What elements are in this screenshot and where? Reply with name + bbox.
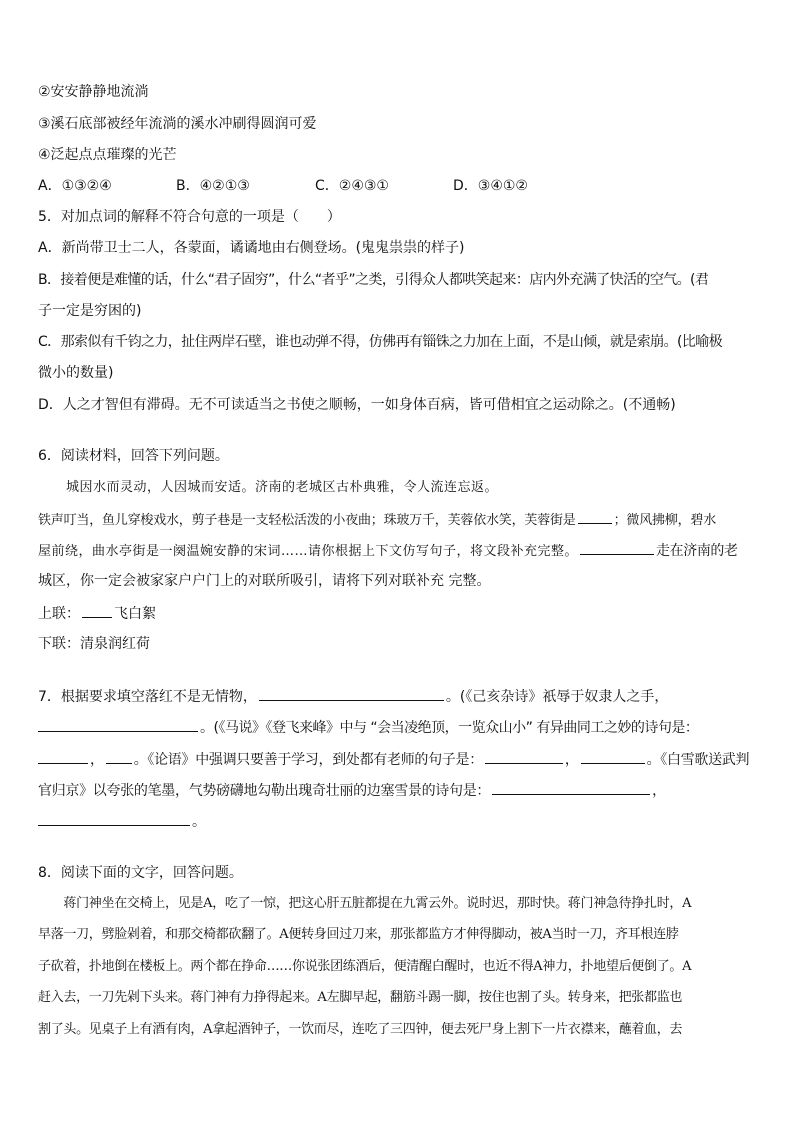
q4-item-3: ③溪石底部被经年流淌的溪水冲刷得圆润可爱	[38, 116, 317, 132]
q7-line1	[38, 686, 668, 707]
q7-line3-text: 。《论语》中强调只要善于学习，到处都有老师的句子是：	[133, 752, 483, 768]
q5-option-c-line2: 微小的数量)	[38, 365, 114, 381]
q7-line3-tail: 。《白雪歌送武判	[646, 752, 750, 768]
q7-blank-8[interactable]	[38, 811, 190, 826]
q6-passage-line2-text: 铁声叮当，鱼儿穿梭戏水，剪子巷是一支轻松活泼的小夜曲；珠玻万千，芙蓉依水笑，芙蓉街是	[38, 513, 576, 528]
q7-line1-text: 7．根据要求填空落红不是无情物，	[38, 689, 257, 705]
q7-line1-tail: 。(《己亥杂诗》祇辱于奴隶人之手，	[445, 689, 669, 705]
q6-passage-line3-text: 屋前绕，曲水亭街是一阕温婉安静的宋词……请你根据上下文仿写句子，将文段补充完整。	[38, 544, 579, 559]
q6-passage-line1: 城因水而灵动，人因城而安适。济南的老城区古朴典雅，令人流连忘返。	[66, 480, 499, 495]
q7-blank-4[interactable]	[106, 749, 132, 764]
q7-line2	[38, 717, 698, 738]
q5-option-a: A．新尚带卫士二人，各蒙面，谲谲地由右侧登场。(鬼鬼祟祟的样子)	[38, 240, 465, 256]
q7-line4-text: 官归京》以夸张的笔墨，气势磅礴地勾勒出瑰奇壮丽的边塞雪景的诗句是：	[38, 783, 491, 799]
q7-blank-1[interactable]	[259, 686, 444, 701]
q5-option-b-line2: 子一定是穷困的)	[38, 303, 142, 319]
q8-passage-line: 早落一刀，劈脸剁着，和那交椅都砍翻了。A便转身回过刀来，那张都监方才伸得脚动，被A当时一刀，齐耳根连脖	[38, 927, 679, 942]
q5-option-d: D．人之才智但有滞碍。无不可读适当之书使之顺畅，一如身体百病，皆可借相宜之运动除之。(不通畅)	[38, 397, 676, 413]
q6-stem: 6．阅读材料，回答下列问题。	[38, 448, 229, 464]
q6-couplet-upper	[38, 603, 156, 624]
q7-line3-comma2: ，	[564, 752, 579, 768]
q8-stem: 8．阅读下面的文字，回答问题。	[38, 865, 243, 881]
q7-blank-5[interactable]	[485, 749, 563, 764]
q6-passage-line2	[38, 509, 716, 531]
q7-blank-6[interactable]	[581, 749, 645, 764]
q6-upper-label: 上联：	[38, 606, 80, 622]
q6-blank-2[interactable]	[580, 540, 654, 555]
q6-blank-1[interactable]	[578, 509, 612, 524]
q4-option-d: D．③④①②	[453, 178, 528, 194]
q7-line2-text: 。(《马说》《登飞来峰》中与 “会当凌绝顶，一览众山小” 有异曲同工之妙的诗句是：	[200, 720, 699, 736]
q7-blank-2[interactable]	[38, 717, 198, 732]
q5-option-c-line1: C．那索似有千钧之力，扯住两岸石壁，谁也动弹不得，仿佛再有锱铢之力加在上面，不是山倾，就是索崩。(比喻极	[38, 334, 723, 350]
q7-line3-comma1: ，	[90, 752, 104, 768]
q7-line5-period: 。	[192, 814, 206, 830]
q4-option-c: C．②④③①	[315, 178, 389, 194]
q4-item-4: ④泛起点点璀璨的光芒	[38, 147, 177, 163]
q8-passage-line: 蒋门神坐在交椅上，见是A，吃了一惊，把这心肝五脏都提在九霄云外。说时迟，那时快。蒋门神急待挣扎时，A	[38, 896, 692, 911]
q8-passage-line: 割了头。见桌子上有酒有肉，A拿起酒钟子，一饮而尽，连吃了三四钟，便去死尸身上割下一片衣襟来，蘸着血，去	[38, 1022, 683, 1037]
q5-stem: 5．对加点词的解释不符合句意的一项是（ ）	[38, 209, 341, 225]
q5-option-b-line1: B．接着便是难懂的话，什么“君子固穷”，什么“者乎”之类，引得众人都哄笑起来：店内外充满了快活的空气。(君	[38, 272, 709, 288]
q7-line4	[38, 780, 666, 801]
q6-upper-blank[interactable]	[82, 603, 112, 618]
q6-passage-line2-tail: ；微风拂柳，碧水	[613, 513, 717, 528]
q7-blank-7[interactable]	[492, 780, 650, 795]
q7-line4-comma: ，	[652, 783, 666, 799]
q6-instruction: 城区，你一定会被家家户户门上的对联所吸引，请将下列对联补充 完整。	[38, 573, 491, 589]
q6-passage-line3-tail: 走在济南的老	[656, 543, 738, 559]
q4-option-a: A．①③②④	[38, 178, 112, 194]
q7-line3	[38, 749, 749, 770]
q7-line5	[38, 811, 206, 832]
q6-upper-rest: 飞白絮	[114, 606, 156, 622]
q7-blank-3[interactable]	[38, 749, 88, 764]
q8-passage-line: 子砍着，扑地倒在楼板上。两个都在挣命……你说张团练酒后，便清醒白醒时，也近不得A神力，扑地望后便倒了。A	[38, 959, 692, 974]
q8-passage-line: 赶入去，一刀先剁下头来。蒋门神有力挣得起来。A左脚早起，翻筋斗踢一脚，按住也割了头。转身来，把张都监也	[38, 990, 683, 1005]
q6-couplet-lower: 下联：清泉润红荷	[38, 636, 150, 652]
q4-option-b: B．④②①③	[176, 178, 250, 194]
q6-passage-line3	[38, 540, 738, 562]
q4-item-2: ②安安静静地流淌	[38, 84, 149, 100]
